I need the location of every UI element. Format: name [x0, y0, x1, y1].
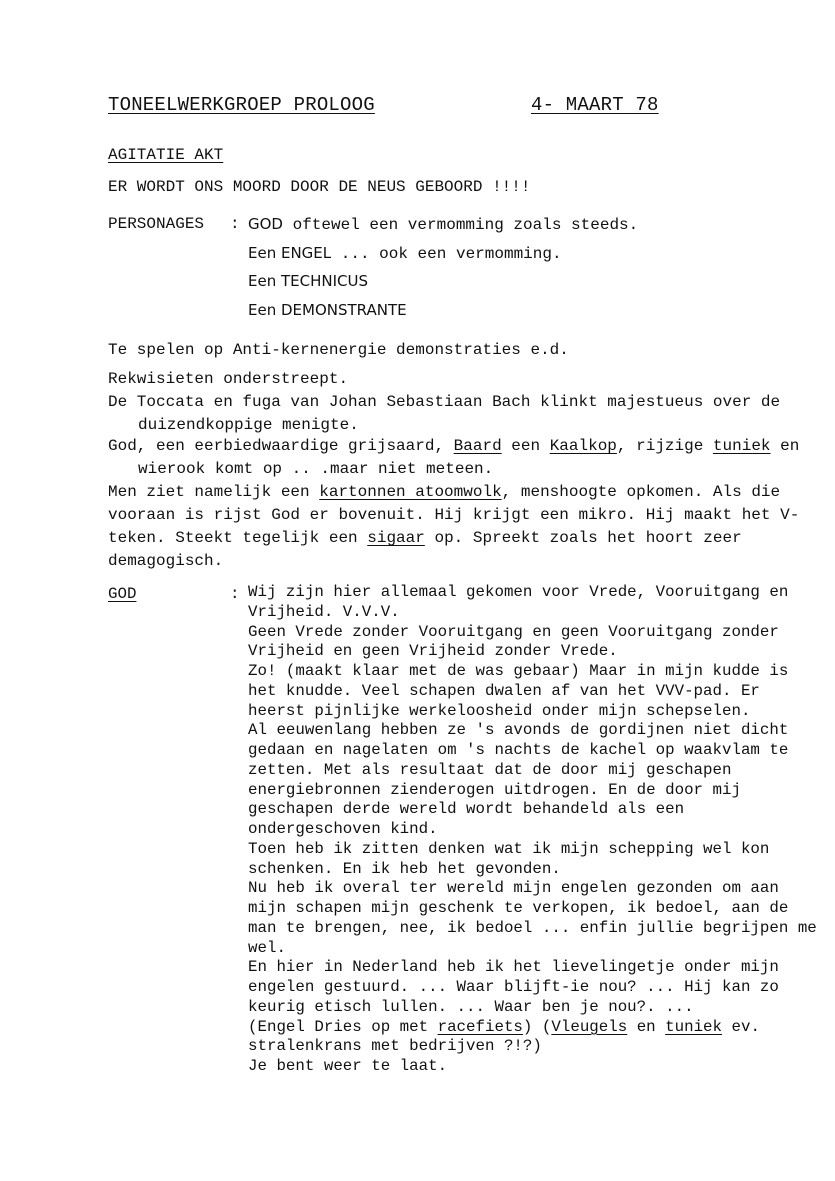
prop-atoomwolk: kartonnen atoomwolk: [319, 483, 502, 501]
toccata-paragraph: De Toccata en fuga van Johan Sebastiaan Bach klinkt majestueus over de duizendkoppige menigte.: [108, 393, 781, 434]
personages-label: PERSONAGES: [108, 215, 205, 233]
date-heading: 4- MAART 78: [531, 94, 659, 116]
personage-god: GOD oftewel een vermomming zoals steeds.: [248, 215, 639, 234]
personage-demonstrante: Een DEMONSTRANTE: [248, 301, 407, 319]
prop-vleugels: Vleugels: [551, 1017, 628, 1036]
speaker-god: GOD: [108, 585, 137, 603]
prop-sigaar: sigaar: [367, 529, 425, 547]
prop-tuniek-engel: tuniek: [665, 1017, 723, 1036]
prop-baard: Baard: [453, 437, 502, 455]
personage-engel: Een ENGEL ... ook een vermomming.: [248, 244, 562, 263]
god-description-paragraph: God, een eerbiedwaardige grijsaard, Baard een Kaalkop, rijzige tuniek en wierook komt op .. .maar niet meteen.: [108, 437, 800, 478]
intro-line-1: Te spelen op Anti-kernenergie demonstraties e.d.: [108, 341, 569, 359]
group-heading: TONEELWERKGROEP PROLOOG: [108, 94, 375, 116]
atoomwolk-paragraph: Men ziet namelijk een kartonnen atoomwolk, menshoogte opkomen. Als die vooraan is rijst God er bovenuit. Hij krijgt een mikro. Hij maakt het V- teken. Steekt tegelijk een sigaar op. Spreekt zoals het hoort zeer demagogisch.: [108, 483, 800, 570]
intro-line-2: Rekwisieten onderstreept.: [108, 370, 349, 388]
personages-colon: :: [230, 215, 240, 233]
prop-kaalkop: Kaalkop: [549, 437, 617, 455]
god-speech: Wij zijn hier allemaal gekomen voor Vrede, Vooruitgang en Vrijheid. V.V.V. Geen Vrede zonder Vooruitgang en geen Vooruitgang zonder Vrijheid en geen Vrijheid zonder Vrede. Zo! (maakt klaar met de was gebaar) Maar in mijn kudde is het knudde. Veel schapen dwalen af van het VVV-pad. Er heerst pijnlijke werkeloosheid onder mijn schepselen. Al eeuwenlang hebben ze 's avonds de gordijnen niet dicht gedaan en nagelaten om 's nachts de kachel op waakvlam te zetten. Met als resultaat dat de door mij geschapen energiebronnen zienderogen uitdrogen. En de door mij geschapen derde wereld wordt behandeld als een ondergeschoven kind. Toen heb ik zitten denken wat ik mijn schepping wel kon schenken. En ik heb het gevonden. Nu heb ik overal ter wereld mijn engelen gezonden om aan mijn schapen mijn geschenk te verkopen, ik bedoel, aan de man te brengen, nee, ik bedoel ... enfin jullie begrijpen me wel. En hier in Nederland heb ik het lievelingetje onder mijn engelen gestuurd. ... Waar blijft-ie nou? ... Hij kan zo keurig etisch lullen. ... Waar ben je nou?. ... (Engel Dries op met racefiets) (Vleugels en tuniek ev. stralenkrans met bedrijven ?!?) Je bent weer te laat.: [248, 583, 817, 1075]
personage-technicus: Een TECHNICUS: [248, 272, 368, 290]
prop-tuniek: tuniek: [712, 437, 771, 455]
speaker-colon: :: [230, 585, 240, 603]
play-title: ER WORDT ONS MOORD DOOR DE NEUS GEBOORD !!!!: [108, 178, 531, 196]
act-heading: AGITATIE AKT: [108, 146, 224, 164]
prop-racefiets: racefiets: [437, 1017, 523, 1036]
